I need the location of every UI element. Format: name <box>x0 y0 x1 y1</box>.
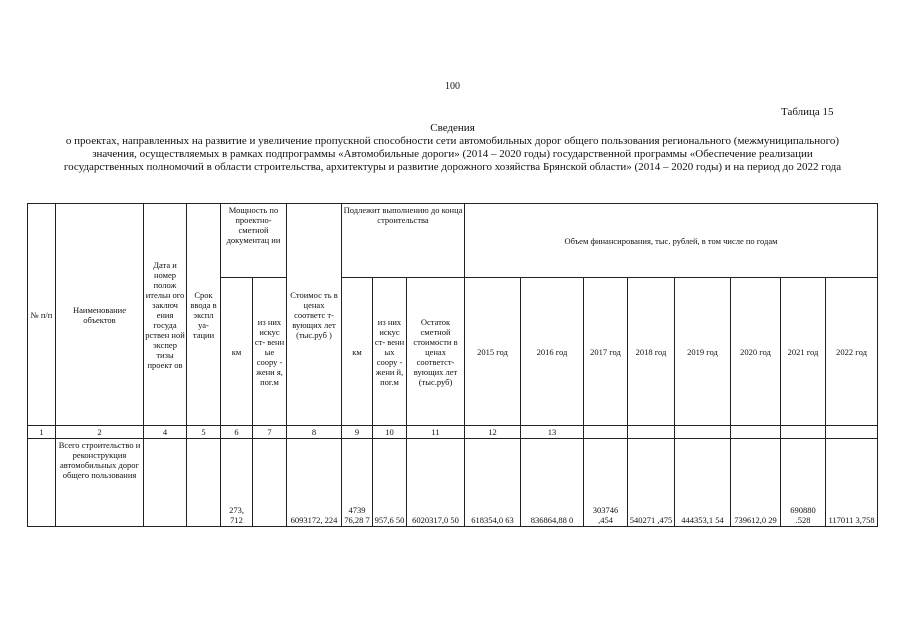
column-number: 9 <box>342 426 373 439</box>
column-number <box>584 426 628 439</box>
header-cap-km: км <box>221 278 253 426</box>
column-number: 13 <box>521 426 584 439</box>
header-term: Срок ввода в экспл уа- тации <box>187 204 221 426</box>
column-number: 4 <box>144 426 187 439</box>
header-subject: Подлежит выполнению до конца строительства <box>342 204 465 278</box>
cell-num <box>28 439 56 527</box>
column-number: 6 <box>221 426 253 439</box>
header-year-2018: 2018 год <box>628 278 675 426</box>
header-num: № п/п <box>28 204 56 426</box>
header-year-2020: 2020 год <box>731 278 781 426</box>
cell-2017: 303746 ,454 <box>584 439 628 527</box>
column-number <box>675 426 731 439</box>
column-number: 5 <box>187 426 221 439</box>
column-number: 10 <box>373 426 407 439</box>
document-subtitle: о проектах, направленных на развитие и увеличение пропускной способности сети автомобильных дорог общего пользования регионального (межмуниципального) значения, осуществляемых в рамках подпрограммы «Автомобильные дороги» (2014 – 2020 годы) государственной программы «Обеспечение реализации государственных полномочий в области строительства, архитектуры и развитие дорожного хозяйства Брянской области» (2014 – 2020 годы) и на период до 2022 года <box>63 135 842 173</box>
header-year-2021: 2021 год <box>781 278 826 426</box>
cell-2020: 739612,0 29 <box>731 439 781 527</box>
header-year-2016: 2016 год <box>521 278 584 426</box>
cell-2019: 444353,1 54 <box>675 439 731 527</box>
column-number: 8 <box>287 426 342 439</box>
header-year-2015: 2015 год <box>465 278 521 426</box>
cell-cap-km: 273, 712 <box>221 439 253 527</box>
cell-2016: 836864,88 0 <box>521 439 584 527</box>
header-remainder: Остаток сметной стоимости в ценах соответст- вующих лет (тыс.руб) <box>407 278 465 426</box>
header-cap-struct: из них искус ст- венн ые соору - жени я, пог.м <box>253 278 287 426</box>
column-number: 1 <box>28 426 56 439</box>
column-number: 2 <box>56 426 144 439</box>
cell-term <box>187 439 221 527</box>
header-row-1 <box>28 204 878 278</box>
column-number: 11 <box>407 426 465 439</box>
column-numbers-row <box>28 426 878 439</box>
projects-table <box>27 203 878 527</box>
cell-2021: 690880 .528 <box>781 439 826 527</box>
cell-2022: 117011 3,758 <box>826 439 878 527</box>
cell-name: Всего строительство и реконструкция автомобильных дорог общего пользования <box>56 439 144 527</box>
header-year-2022: 2022 год <box>826 278 878 426</box>
cell-subj-km: 4739 76,28 7 <box>342 439 373 527</box>
cell-subj-struct: 957,6 50 <box>373 439 407 527</box>
header-date: Дата и номер полож ительн ого заключ ения госуда рствен ной экспер тизы проект ов <box>144 204 187 426</box>
column-number <box>826 426 878 439</box>
column-number <box>731 426 781 439</box>
column-number: 7 <box>253 426 287 439</box>
cell-remainder: 6020317,0 50 <box>407 439 465 527</box>
column-number <box>781 426 826 439</box>
cell-cap-struct <box>253 439 287 527</box>
header-financing: Объем финансирования, тыс. рублей, в том числе по годам <box>465 204 878 278</box>
column-number <box>628 426 675 439</box>
cell-2018: 540271 ,475 <box>628 439 675 527</box>
header-name: Наименование объектов <box>56 204 144 426</box>
header-subj-km: км <box>342 278 373 426</box>
page-number: 100 <box>445 81 460 92</box>
header-year-2017: 2017 год <box>584 278 628 426</box>
document-title: Сведения <box>430 122 475 134</box>
cell-2015: 618354,0 63 <box>465 439 521 527</box>
table-label: Таблица 15 <box>781 106 834 118</box>
column-number: 12 <box>465 426 521 439</box>
cell-cost: 6093172, 224 <box>287 439 342 527</box>
header-capacity: Мощность по проектно- сметной документац ии <box>221 204 287 278</box>
table-row <box>28 439 878 527</box>
header-cost: Стоимос ть в ценах соответс т- вующих лет (тыс.руб ) <box>287 204 342 426</box>
header-subj-struct: из них искус ст- венн ых соору - жени й, пог.м <box>373 278 407 426</box>
cell-date <box>144 439 187 527</box>
header-year-2019: 2019 год <box>675 278 731 426</box>
